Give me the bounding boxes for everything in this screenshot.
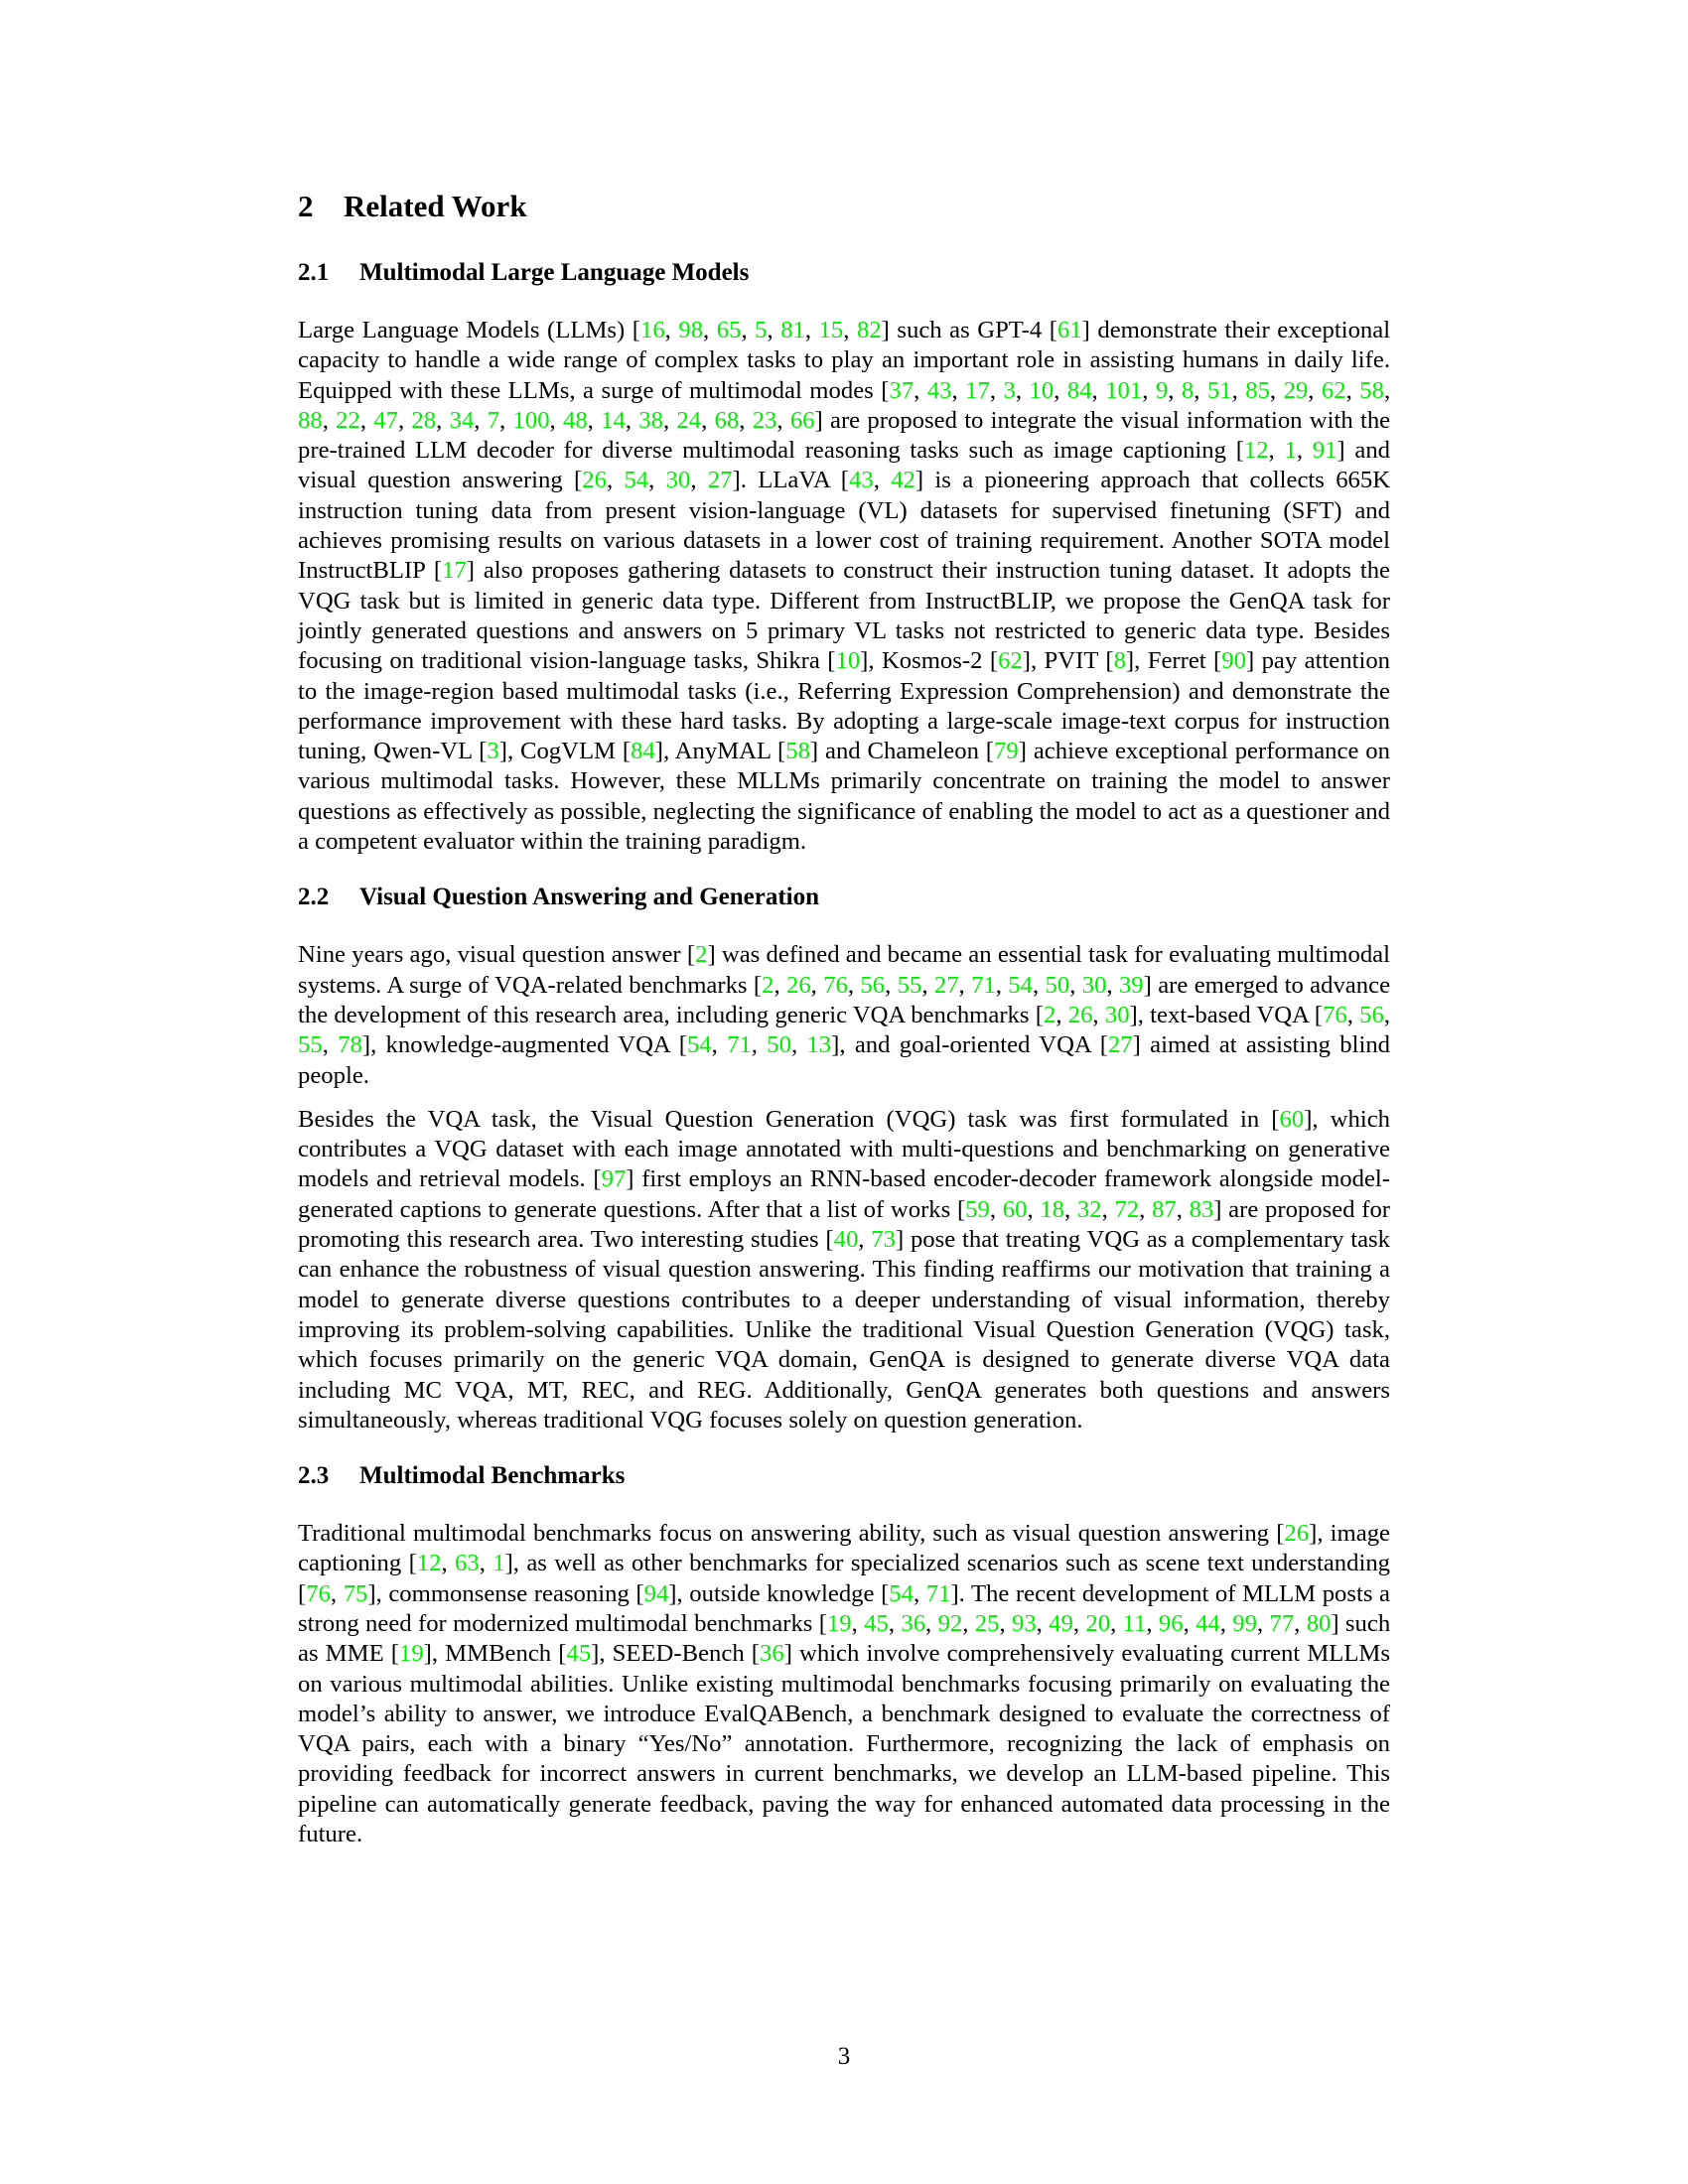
subsection-number: 2.1	[298, 259, 330, 286]
citation-link[interactable]: 38	[638, 406, 663, 434]
citation-link[interactable]: 14	[601, 406, 626, 434]
citation-link[interactable]: 2	[1043, 1001, 1056, 1028]
citation-link[interactable]: 76	[306, 1579, 331, 1607]
citation-link[interactable]: 1	[1284, 437, 1297, 465]
citation-link[interactable]: 7	[487, 406, 500, 434]
citation-link[interactable]: 43	[926, 376, 952, 404]
subsection-title: Visual Question Answering and Generation	[359, 884, 820, 911]
citation-link[interactable]: 32	[1076, 1195, 1102, 1223]
citation-link[interactable]: 10	[1029, 376, 1055, 404]
citation-link[interactable]: 88	[298, 406, 323, 434]
citation-link[interactable]: 25	[974, 1609, 1000, 1637]
citation-link[interactable]: 8	[1113, 647, 1126, 675]
citation-link[interactable]: 76	[1323, 1001, 1347, 1028]
citation-link[interactable]: 36	[901, 1609, 926, 1637]
citation-link[interactable]: 90	[1221, 647, 1246, 675]
citation-link[interactable]: 50	[1045, 971, 1070, 999]
citation-link[interactable]: 101	[1105, 376, 1143, 404]
section-gap	[298, 1435, 1390, 1461]
body-paragraph: Nine years ago, visual question answer [2] was defined and became an essential task for evaluating multimodal systems. A surge of VQA-related benchmarks [2, 26, 76, 56, 55, 27, 71, 54, 50, 30, 39] are emerged to advance the development of this research area, including generic VQA benchmarks [2, 26, 30], text-based VQA [76, 56, 55, 78], knowledge-augmented VQA [54, 71, 50, 13], and goal-oriented VQA [27] aimed at assisting blind people.	[298, 941, 1391, 1089]
body-paragraph: Traditional multimodal benchmarks focus on answering ability, such as visual question answering [26], image captioning [12, 63, 1], as well as other benchmarks for specialized scenarios such as scene text understanding [76, 75], commonsense reasoning [94], outside knowledge [54, 71]. The recent development of MLLM posts a strong need for modernized multimodal benchmarks [19, 45, 36, 92, 25, 93, 49, 20, 11, 96, 44, 99, 77, 80] such as MME [19], MMBench [45], SEED-Bench [36] which involve comprehensively evaluating current MLLMs on various multimodal abilities. Unlike existing multimodal benchmarks focusing primarily on evaluating the model’s ability to answer, we introduce EvalQABench, a benchmark designed to evaluate the correctness of VQA pairs, each with a binary “Yes/No” annotation. Furthermore, recognizing the lack of emphasis on providing feedback for incorrect answers in current benchmarks, we develop an LLM-based pipeline. This pipeline can automatically generate feedback, paving the way for enhanced automated data processing in the future.	[298, 1520, 1391, 1848]
citation-link[interactable]: 22	[336, 406, 360, 434]
subsection-title: Multimodal Benchmarks	[359, 1462, 626, 1490]
citation-link[interactable]: 59	[965, 1195, 990, 1223]
citation-link[interactable]: 71	[971, 971, 996, 999]
citation-link[interactable]: 12	[416, 1550, 442, 1577]
citation-link[interactable]: 20	[1085, 1609, 1111, 1637]
citation-link[interactable]: 66	[789, 406, 815, 434]
citation-link[interactable]: 81	[780, 317, 805, 343]
citation-link[interactable]: 54	[889, 1579, 914, 1607]
citation-link[interactable]: 49	[1049, 1609, 1073, 1637]
citation-link[interactable]: 76	[823, 971, 848, 999]
citation-link[interactable]: 15	[818, 317, 844, 343]
citation-link[interactable]: 26	[1067, 1001, 1093, 1028]
citation-link[interactable]: 11	[1122, 1609, 1147, 1637]
citation-link[interactable]: 39	[1118, 971, 1144, 999]
citation-link[interactable]: 1	[492, 1550, 505, 1577]
subsections	[298, 258, 1390, 1849]
body-paragraph: Large Language Models (LLMs) [16, 98, 65, 5, 81, 15, 82] such as GPT-4 [61] demonstrate their exceptional capacity to handle a wide range of complex tasks to play an important role in assisting humans in daily life. Equipped with these LLMs, a surge of multimodal modes [37, 43, 17, 3, 10, 84, 101, 9, 8, 51, 85, 29, 62, 58, 88, 22, 47, 28, 34, 7, 100, 48, 14, 38, 24, 68, 23, 66] are proposed to integrate the visual information with the pre-trained LLM decoder for diverse multimodal reasoning tasks such as image captioning [12, 1, 91] and visual question answering [26, 54, 30, 27]. LLaVA [43, 42] is a pioneering approach that collects 665K instruction tuning data from present vision-language (VL) datasets for supervised finetuning (SFT) and achieves promising results on various datasets in a lower cost of training requirement. Another SOTA model InstructBLIP [17] also proposes gathering datasets to construct their instruction tuning dataset. It adopts the VQG task but is limited in generic data type. Different from InstructBLIP, we propose the GenQA task for jointly generated questions and answers on 5 primary VL tasks not restricted to generic data type. Besides focusing on traditional vision-language tasks, Shikra [10], Kosmos-2 [62], PVIT [8], Ferret [90] pay attention to the image-region based multimodal tasks (i.e., Referring Expression Comprehension) and demonstrate the performance improvement with these hard tasks. By adopting a large-scale image-text corpus for instruction tuning, Qwen-VL [3], CogVLM [84], AnyMAL [58] and Chameleon [79] achieve exceptional performance on various multimodal tasks. However, these MLLMs primarily concentrate on training the model to answer questions as effectively as possible, neglecting the significance of enabling the model to act as a questioner and a competent evaluator within the training paradigm.	[298, 317, 1391, 856]
citation-link[interactable]: 73	[871, 1226, 896, 1254]
citation-link[interactable]: 30	[665, 467, 691, 494]
citation-link[interactable]: 27	[707, 467, 733, 494]
citation-link[interactable]: 3	[1003, 376, 1016, 404]
citation-link[interactable]: 91	[1312, 437, 1337, 465]
section-heading	[298, 189, 1390, 224]
citation-link[interactable]: 56	[1359, 1001, 1384, 1028]
citation-link[interactable]: 48	[562, 406, 588, 434]
citation-link[interactable]: 83	[1189, 1195, 1214, 1223]
page-content	[298, 189, 1390, 1849]
body-paragraph: Besides the VQA task, the Visual Question Generation (VQG) task was first formulated in [60], which contributes a VQG dataset with each image annotated with multi-questions and benchmarking on generative models and retrieval models. [97] first employs an RNN-based encoder-decoder framework alongside model-generated captions to generate questions. After that a list of works [59, 60, 18, 32, 72, 87, 83] are proposed for promoting this research area. Two interesting studies [40, 73] pose that treating VQG as a complementary task can enhance the robustness of visual question answering. This finding reaffirms our motivation that training a model to generate diverse questions contributes to a deeper understanding of visual information, thereby improving its problem-solving capabilities. Unlike the traditional Visual Question Generation (VQG) task, which focuses primarily on the generic VQA domain, GenQA is designed to generate diverse VQA data including MC VQA, MT, REC, and REG. Additionally, GenQA generates both questions and answers simultaneously, whereas traditional VQG focuses solely on question generation.	[298, 1105, 1391, 1433]
section-gap	[298, 857, 1390, 883]
citation-link[interactable]: 82	[856, 317, 882, 343]
section-title: Related Work	[344, 189, 527, 223]
citation-link[interactable]: 54	[686, 1031, 712, 1059]
citation-link[interactable]: 8	[1181, 376, 1195, 404]
citation-link[interactable]: 96	[1158, 1609, 1184, 1637]
section-number: 2	[298, 189, 314, 223]
citation-link[interactable]: 18	[1040, 1195, 1064, 1223]
citation-link[interactable]: 37	[889, 376, 914, 404]
citation-link[interactable]: 84	[631, 738, 655, 765]
citation-link[interactable]: 2	[695, 941, 708, 969]
citation-link[interactable]: 60	[1002, 1195, 1028, 1223]
citation-link[interactable]: 85	[1245, 376, 1270, 404]
citation-link[interactable]: 2	[762, 971, 774, 999]
subsection-heading	[298, 883, 1390, 912]
citation-link[interactable]: 3	[487, 738, 499, 765]
paragraph-gap	[298, 1091, 1390, 1105]
citation-link[interactable]: 10	[835, 647, 861, 675]
citation-link[interactable]: 63	[455, 1550, 480, 1577]
citation-link[interactable]: 27	[933, 971, 959, 999]
citation-link[interactable]: 94	[643, 1579, 669, 1607]
subsection-number: 2.3	[298, 1462, 330, 1490]
subsection-heading	[298, 258, 1390, 288]
citation-link[interactable]: 61	[1056, 317, 1082, 343]
citation-link[interactable]: 55	[298, 1031, 323, 1059]
citation-link[interactable]: 34	[449, 406, 475, 434]
citation-link[interactable]: 68	[714, 406, 740, 434]
citation-link[interactable]: 100	[512, 406, 550, 434]
citation-link[interactable]: 58	[1359, 376, 1384, 404]
citation-link[interactable]: 62	[1321, 376, 1346, 404]
citation-link[interactable]: 58	[785, 738, 810, 765]
citation-link[interactable]: 26	[1284, 1520, 1310, 1548]
citation-link[interactable]: 28	[411, 406, 437, 434]
citation-link[interactable]: 92	[937, 1609, 963, 1637]
citation-link[interactable]: 98	[678, 317, 704, 343]
citation-link[interactable]: 17	[965, 376, 990, 404]
citation-link[interactable]: 26	[582, 467, 607, 494]
citation-link[interactable]: 43	[849, 467, 874, 494]
subsection-number: 2.2	[298, 884, 330, 911]
citation-link[interactable]: 45	[864, 1609, 889, 1637]
citation-link[interactable]: 16	[639, 317, 665, 343]
citation-link[interactable]: 23	[752, 406, 777, 434]
citation-link[interactable]: 19	[826, 1609, 852, 1637]
citation-link[interactable]: 24	[676, 406, 702, 434]
citation-link[interactable]: 42	[891, 467, 915, 494]
citation-link[interactable]: 60	[1279, 1105, 1305, 1133]
citation-link[interactable]: 26	[785, 971, 811, 999]
citation-link[interactable]: 72	[1114, 1195, 1140, 1223]
citation-link[interactable]: 99	[1232, 1609, 1257, 1637]
citation-link[interactable]: 55	[897, 971, 922, 999]
citation-link[interactable]: 47	[373, 406, 398, 434]
citation-link[interactable]: 79	[994, 738, 1019, 765]
page-number: 3	[837, 2043, 851, 2070]
citation-link[interactable]: 50	[767, 1031, 791, 1059]
citation-link[interactable]: 29	[1283, 376, 1309, 404]
citation-link[interactable]: 17	[442, 557, 467, 585]
citation-link[interactable]: 54	[624, 467, 649, 494]
citation-link[interactable]: 87	[1152, 1195, 1177, 1223]
citation-link[interactable]: 36	[760, 1640, 784, 1668]
subsection-title: Multimodal Large Language Models	[359, 259, 750, 286]
citation-link[interactable]: 56	[860, 971, 886, 999]
citation-link[interactable]: 27	[1107, 1031, 1133, 1059]
citation-link[interactable]: 78	[338, 1031, 362, 1059]
citation-link[interactable]: 51	[1206, 376, 1232, 404]
citation-link[interactable]: 30	[1104, 1001, 1130, 1028]
citation-link[interactable]: 93	[1011, 1609, 1037, 1637]
citation-link[interactable]: 71	[925, 1579, 951, 1607]
citation-link[interactable]: 97	[601, 1165, 627, 1193]
citation-link[interactable]: 84	[1066, 376, 1092, 404]
citation-link[interactable]: 30	[1081, 971, 1107, 999]
citation-link[interactable]: 40	[833, 1226, 859, 1254]
citation-link[interactable]: 5	[755, 317, 768, 343]
citation-link[interactable]: 77	[1269, 1609, 1295, 1637]
citation-link[interactable]: 62	[998, 647, 1023, 675]
citation-link[interactable]: 12	[1243, 437, 1269, 465]
citation-link[interactable]: 71	[727, 1031, 752, 1059]
citation-link[interactable]: 19	[398, 1640, 424, 1668]
citation-link[interactable]: 54	[1008, 971, 1033, 999]
citation-link[interactable]: 13	[806, 1031, 832, 1059]
citation-link[interactable]: 80	[1306, 1609, 1332, 1637]
citation-link[interactable]: 44	[1196, 1609, 1220, 1637]
citation-link[interactable]: 9	[1155, 376, 1169, 404]
citation-link[interactable]: 45	[566, 1640, 592, 1668]
citation-link[interactable]: 65	[716, 317, 742, 343]
subsection-heading	[298, 1461, 1390, 1491]
citation-link[interactable]: 75	[343, 1579, 368, 1607]
